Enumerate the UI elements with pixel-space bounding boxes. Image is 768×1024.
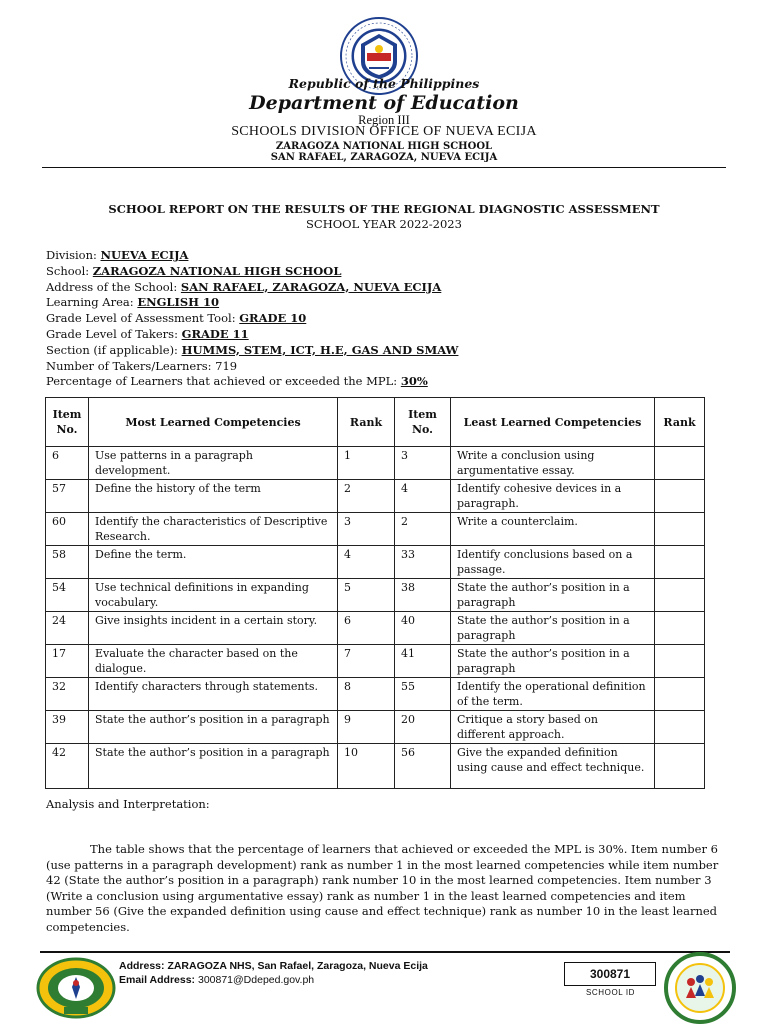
cell-item-no: 32 [46,678,89,711]
cell-item-no: 17 [46,645,89,678]
cell-rank-2 [655,711,705,744]
header-rank: Rank [338,398,395,447]
analysis-heading: Analysis and Interpretation: [46,797,210,811]
cell-item-no-2: 55 [395,678,451,711]
cell-most-learned: Identify the characteristics of Descriptive Research. [89,513,338,546]
cell-rank-2 [655,678,705,711]
cell-most-learned: Define the term. [89,546,338,579]
cell-most-learned: Identify characters through statements. [89,678,338,711]
school-logo [36,957,116,1019]
report-info-block [46,248,458,390]
cell-item-no: 24 [46,612,89,645]
region-line: Region III [358,113,410,127]
cell-rank: 9 [338,711,395,744]
cell-least-learned: Identify conclusions based on a passage. [451,546,655,579]
mpl-row: Percentage of Learners that achieved or exceeded the MPL: 30% [46,374,428,389]
table-row [46,711,705,744]
report-title: SCHOOL REPORT ON THE RESULTS OF THE REGIONAL DIAGNOSTIC ASSESSMENT [108,202,660,216]
cell-rank: 8 [338,678,395,711]
cell-rank: 6 [338,612,395,645]
table-row [46,645,705,678]
division-office-line: SCHOOLS DIVISION OFFICE OF NUEVA ECIJA [231,124,537,139]
cell-rank-2 [655,612,705,645]
cell-item-no-2: 20 [395,711,451,744]
cell-item-no-2: 41 [395,645,451,678]
cell-rank: 2 [338,480,395,513]
cell-rank: 10 [338,744,395,789]
cell-item-no-2: 56 [395,744,451,789]
cell-rank-2 [655,645,705,678]
cell-item-no: 60 [46,513,89,546]
header-item-no: Item No. [46,398,89,447]
cell-rank-2 [655,513,705,546]
cell-least-learned: State the author’s position in a paragraph [451,612,655,645]
cell-item-no-2: 33 [395,546,451,579]
cell-item-no: 42 [46,744,89,789]
cell-item-no: 57 [46,480,89,513]
cell-item-no: 39 [46,711,89,744]
takers-row: Number of Takers/Learners: 719 [46,358,238,373]
cell-least-learned: Identify the operational definition of the term. [451,678,655,711]
cell-most-learned: Give insights incident in a certain story. [89,612,338,645]
header-most-learned: Most Learned Competencies [89,398,338,447]
grade-takers-row: Grade Level of Takers: GRADE 11 [46,326,249,341]
header-least-learned: Least Learned Competencies [451,398,655,447]
republic-line: Republic of the Philippines [288,76,480,91]
cell-item-no-2: 3 [395,447,451,480]
header-divider [42,167,726,168]
cell-item-no-2: 2 [395,513,451,546]
cell-most-learned: Evaluate the character based on the dialogue. [89,645,338,678]
school-id-box: 300871 [564,962,656,986]
child-friendly-school-logo [664,952,736,1024]
cell-most-learned: Define the history of the term [89,480,338,513]
cell-item-no-2: 38 [395,579,451,612]
table-row [46,480,705,513]
cell-most-learned: State the author’s position in a paragraph [89,711,338,744]
cell-most-learned: Use patterns in a paragraph development. [89,447,338,480]
division-row: Division: NUEVA ECIJA [46,248,189,262]
cell-item-no: 54 [46,579,89,612]
cell-item-no-2: 4 [395,480,451,513]
cell-rank: 5 [338,579,395,612]
cell-rank: 3 [338,513,395,546]
cell-least-learned: Identify cohesive devices in a paragraph. [451,480,655,513]
grade-tool-row: Grade Level of Assessment Tool: GRADE 10 [46,311,307,326]
learning-area-row: Learning Area: ENGLISH 10 [46,295,220,310]
school-row: School: ZARAGOZA NATIONAL HIGH SCHOOL [46,263,342,278]
table-row [46,447,705,480]
cell-least-learned: Write a conclusion using argumentative essay. [451,447,655,480]
table-row [46,579,705,612]
footer-email: Email Address: 300871@Ddeped.gov.ph [119,974,315,986]
header-rank-2: Rank [655,398,705,447]
footer-address: Address: ZARAGOZA NHS, San Rafael, Zaragoza, Nueva Ecija [119,960,428,972]
cell-rank: 7 [338,645,395,678]
competencies-table [45,397,705,789]
table-row [46,612,705,645]
footer-contact [119,959,428,987]
table-row [46,513,705,546]
table-row [46,744,705,789]
cell-rank-2 [655,480,705,513]
cell-least-learned: State the author’s position in a paragraph [451,645,655,678]
cell-rank-2 [655,546,705,579]
cell-item-no-2: 40 [395,612,451,645]
cell-most-learned: Use technical definitions in expanding vocabulary. [89,579,338,612]
header-item-no-2: Item No. [395,398,451,447]
footer-divider [40,951,730,953]
cell-least-learned: Give the expanded definition using cause and effect technique. [451,744,655,789]
cell-item-no: 6 [46,447,89,480]
cell-rank: 1 [338,447,395,480]
cell-least-learned: State the author’s position in a paragraph [451,579,655,612]
cell-most-learned: State the author’s position in a paragraph [89,744,338,789]
cell-rank: 4 [338,546,395,579]
school-year: SCHOOL YEAR 2022-2023 [306,217,462,231]
cell-item-no: 58 [46,546,89,579]
table-row [46,546,705,579]
school-id-label: SCHOOL ID [585,988,636,997]
address-row: Address of the School: SAN RAFAEL, ZARAGOZA, NUEVA ECIJA [46,279,442,294]
analysis-body: The table shows that the percentage of learners that achieved or exceeded the MPL is 30%. Item number 6 (use patterns in a paragraph development) rank as number 1 in the most learned competencies while item number 42 (State the author’s position in a paragraph) rank number 10 in the most learned competencies. Item number 3 (Write a conclusion using argumentative essay) rank as number 1 in the least learned competencies and item number 56 (Give the expanded definition using cause and effect technique) rank as number 10 in the least learned competencies. [46,842,719,934]
cell-least-learned: Critique a story based on different approach. [451,711,655,744]
cell-rank-2 [655,744,705,789]
cell-least-learned: Write a counterclaim. [451,513,655,546]
school-location-line: SAN RAFAEL, ZARAGOZA, NUEVA ECIJA [270,152,498,163]
table-header-row [46,398,705,447]
department-title: Department of Education [249,92,519,114]
cell-rank-2 [655,447,705,480]
section-row: Section (if applicable): HUMMS, STEM, ICT, H.E, GAS AND SMAW [46,342,459,357]
school-name-line: ZARAGOZA NATIONAL HIGH SCHOOL [275,141,493,152]
table-row [46,678,705,711]
cell-rank-2 [655,579,705,612]
